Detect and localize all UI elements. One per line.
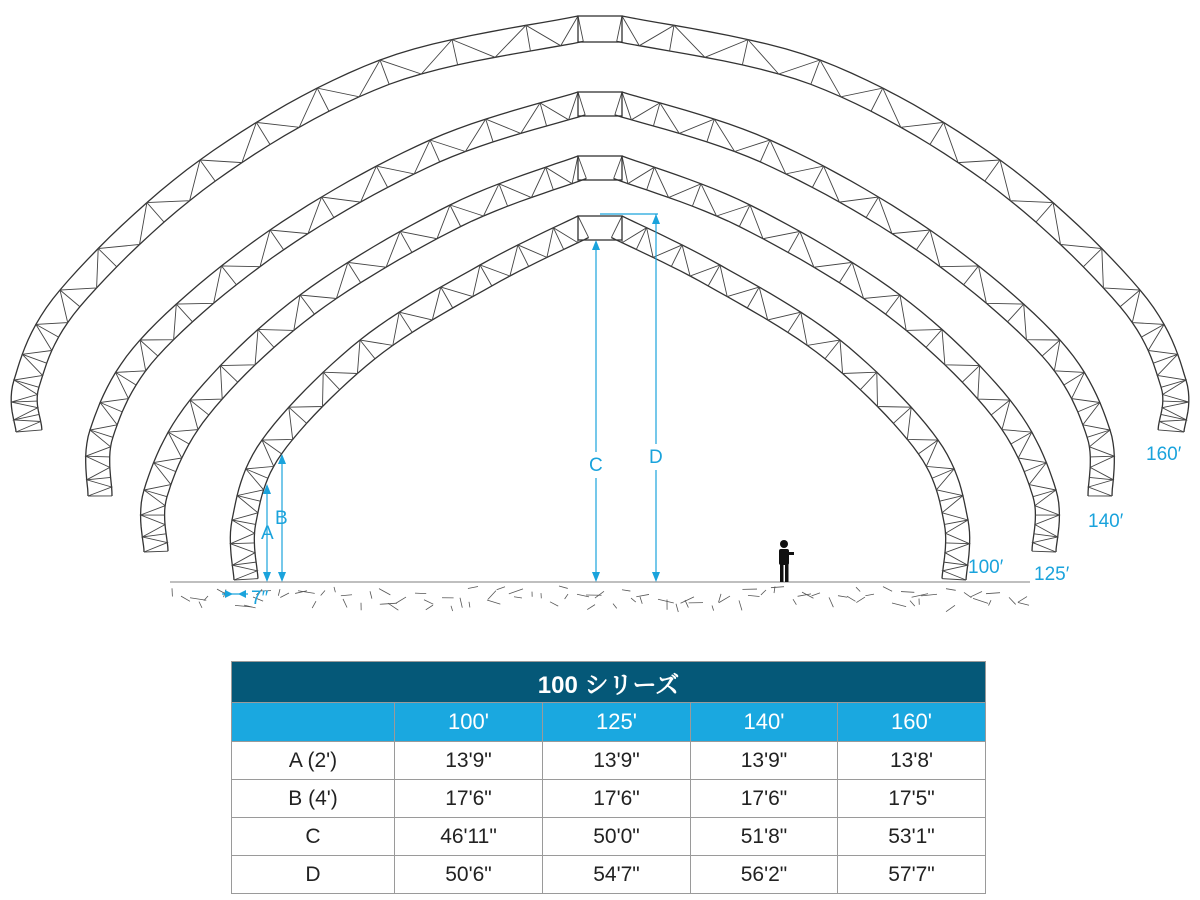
dimension-a-label: A xyxy=(261,523,274,544)
series-spec-table xyxy=(231,661,986,894)
table-cell: 17'6" xyxy=(691,780,838,818)
span-label-140: 140′ xyxy=(1088,511,1124,532)
base-offset-label: 7″ xyxy=(251,588,269,609)
table-cell: 13'9" xyxy=(395,742,543,780)
table-row xyxy=(232,780,986,818)
table-corner xyxy=(232,703,395,742)
column-header: 125' xyxy=(543,703,691,742)
dimension-c-label: C xyxy=(589,455,603,476)
dimension-d xyxy=(600,214,668,582)
table-row xyxy=(232,742,986,780)
column-header: 160' xyxy=(838,703,986,742)
dimension-b-label: B xyxy=(275,508,288,529)
row-label: A (2') xyxy=(232,742,395,780)
table-cell: 54'7" xyxy=(543,856,691,894)
table-cell: 51'8" xyxy=(691,818,838,856)
dimension-d-label: D xyxy=(649,447,663,468)
table-row xyxy=(232,818,986,856)
table-cell: 57'7" xyxy=(838,856,986,894)
table-cell: 56'2" xyxy=(691,856,838,894)
person-scale-figure xyxy=(779,540,794,582)
table-cell: 50'0" xyxy=(543,818,691,856)
table-cell: 13'9" xyxy=(543,742,691,780)
row-label: D xyxy=(232,856,395,894)
table-cell: 53'1" xyxy=(838,818,986,856)
table-cell: 17'5" xyxy=(838,780,986,818)
truss-140 xyxy=(86,92,1115,496)
span-label-160: 160′ xyxy=(1146,444,1182,465)
table-cell: 13'8' xyxy=(838,742,986,780)
row-label: B (4') xyxy=(232,780,395,818)
span-label-125: 125′ xyxy=(1034,564,1070,585)
table-cell: 17'6" xyxy=(395,780,543,818)
table-cell: 50'6" xyxy=(395,856,543,894)
column-header: 100' xyxy=(395,703,543,742)
ground-hatching xyxy=(170,582,1030,612)
base-offset-dimension xyxy=(222,588,269,609)
span-label-100: 100′ xyxy=(968,557,1004,578)
table-cell: 46'11" xyxy=(395,818,543,856)
dimension-a xyxy=(261,484,274,582)
truss-160 xyxy=(11,16,1189,432)
table-cell: 13'9" xyxy=(691,742,838,780)
table-row xyxy=(232,856,986,894)
column-header: 140' xyxy=(691,703,838,742)
truss-arches xyxy=(11,16,1189,580)
table-cell: 17'6" xyxy=(543,780,691,818)
dimension-b xyxy=(275,454,288,582)
dimension-c xyxy=(586,240,608,582)
truss-100 xyxy=(230,216,969,580)
row-label: C xyxy=(232,818,395,856)
table-title: 100 シリーズ xyxy=(232,662,986,703)
